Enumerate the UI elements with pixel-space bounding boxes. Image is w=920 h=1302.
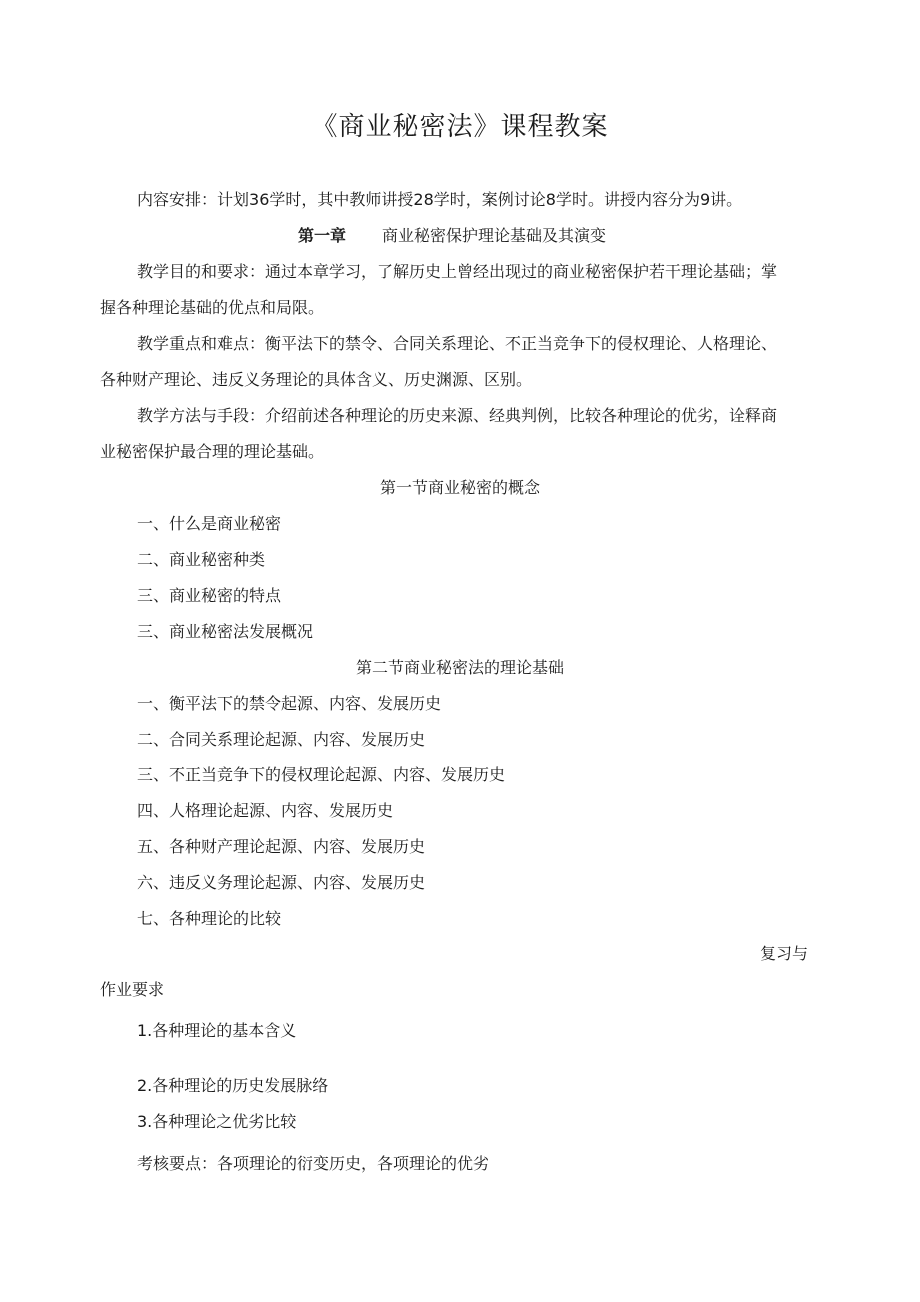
methods-text-1: 介绍前述各种理论的历史来源、经典判例，比较各种理论的优劣，诠释商	[265, 406, 778, 425]
document-title: 《商业秘密法》课程教案	[311, 112, 609, 142]
section2-item-6: 六、违反义务理论起源、内容、发展历史	[137, 873, 426, 892]
objectives-label: 教学目的和要求：	[137, 262, 266, 281]
review-item-1	[137, 1013, 296, 1049]
arrangement-hours-case: 8	[545, 190, 556, 209]
section1-heading: 第一节商业秘密的概念	[379, 478, 540, 497]
section2-item-7: 七、各种理论的比较	[137, 909, 282, 928]
chapter-number: 第一章	[298, 226, 347, 245]
section1-item-3: 三、商业秘密的特点	[137, 586, 282, 605]
key-points-label: 教学重点和难点：	[137, 334, 266, 353]
assessment-label: 考核要点：	[137, 1154, 218, 1173]
objectives-line2: 握各种理论基础的优点和局限。	[100, 298, 325, 317]
section1-item-4: 三、商业秘密法发展概况	[137, 622, 314, 641]
review-heading-part1: 复习与	[760, 944, 809, 963]
arrangement-text-0: 计划	[217, 190, 250, 209]
review-item-3-text: 各种理论之优劣比较	[152, 1112, 297, 1131]
section2-item-2: 二、合同关系理论起源、内容、发展历史	[137, 730, 426, 749]
arrangement-text-8: 讲。	[710, 190, 743, 209]
section2-item-5: 五、各种财产理论起源、内容、发展历史	[137, 837, 426, 856]
arrangement-label: 内容安排：	[137, 190, 218, 209]
review-heading-part2: 作业要求	[100, 980, 165, 999]
arrangement-text-2: 学时，其中教师讲授	[269, 190, 414, 209]
review-item-1-number: 1.	[137, 1021, 153, 1040]
review-item-2-number: 2.	[137, 1076, 153, 1095]
section2-item-3: 三、不正当竞争下的侵权理论起源、内容、发展历史	[137, 765, 506, 784]
review-item-3-number: 3.	[137, 1112, 153, 1131]
content-arrangement	[137, 182, 742, 218]
chapter-heading	[298, 218, 606, 254]
assessment-points	[137, 1146, 489, 1182]
methods-label: 教学方法与手段：	[137, 406, 266, 425]
key-points-line2: 各种财产理论、违反义务理论的具体含义、历史渊源、区别。	[100, 370, 533, 389]
section2-item-4: 四、人格理论起源、内容、发展历史	[137, 801, 394, 820]
section1-item-2: 二、商业秘密种类	[137, 550, 266, 569]
chapter-name: 商业秘密保护理论基础及其演变	[382, 226, 607, 245]
arrangement-lecture-count: 9	[699, 190, 711, 209]
methods-line2: 业秘密保护最合理的理论基础。	[100, 442, 325, 461]
key-points-text-1: 衡平法下的禁令、合同关系理论、不正当竞争下的侵权理论、人格理论、	[265, 334, 778, 353]
review-item-2	[137, 1068, 328, 1104]
review-item-2-text: 各种理论的历史发展脉络	[152, 1076, 329, 1095]
arrangement-text-4: 学时，案例讨论	[433, 190, 546, 209]
arrangement-text-6: 学时。讲授内容分为	[555, 190, 700, 209]
objectives-text-1: 通过本章学习，了解历史上曾经出现过的商业秘密保护若干理论基础；掌	[265, 262, 778, 281]
section2-item-1: 一、衡平法下的禁令起源、内容、发展历史	[137, 694, 442, 713]
key-points-line1	[137, 326, 777, 362]
review-item-1-text: 各种理论的基本含义	[152, 1021, 297, 1040]
assessment-text: 各项理论的衍变历史，各项理论的优劣	[217, 1154, 490, 1173]
arrangement-hours-total: 36	[249, 190, 270, 209]
section1-item-1: 一、什么是商业秘密	[137, 514, 282, 533]
review-item-3	[137, 1104, 296, 1140]
objectives-line1	[137, 254, 777, 290]
section2-heading: 第二节商业秘密法的理论基础	[355, 658, 564, 677]
methods-line1	[137, 398, 777, 434]
arrangement-hours-lecture: 28	[413, 190, 434, 209]
